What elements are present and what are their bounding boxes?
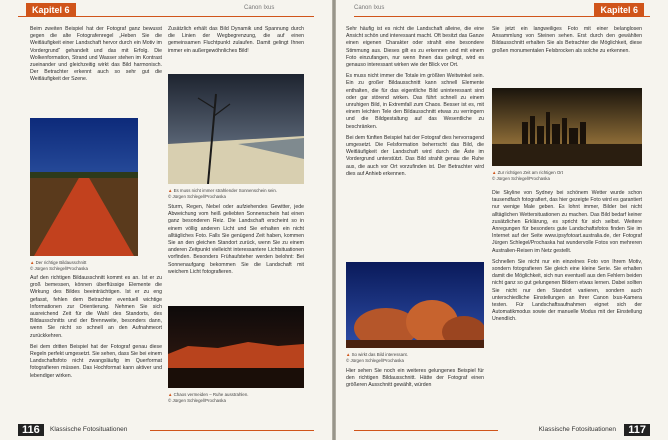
caption-rocks: ▲ So wirkt das Bild interessant. © Jürgen Schlegel/Prochaska bbox=[346, 352, 408, 363]
paragraph: Es muss nicht immer die Totale im größten Weitwinkel sein. Ein zu großer Bildausschnitt kann schnell Elemente enthalten, die für das eigentliche Bild uninteressant sind oder gar störend wirken. Das führt schnell zu einem unruhigen Bild, in Extremfall zum Chaos. Besser ist es, mit einem leichten Tele den Bildausschnitt etwas zu verringern und die Bildgestaltung auf das Wesentliche zu beschränken. bbox=[346, 73, 484, 130]
page-number: 116 bbox=[18, 424, 44, 436]
paragraph: Bei dem dritten Beispiel hat der Fotograf genau diese Regeln perfekt umgesetzt. Sie sehen, dass Sie bei einem Landschaftsfoto nicht zwangsläufig im Querformat fotografieren müssen. Das Hochformat kann aktiver und lebendiger wirken. bbox=[30, 343, 162, 379]
page-header bbox=[0, 0, 332, 20]
paragraph: Auf den richtigen Bildausschnitt kommt es an. Ist er zu groß bemessen, können überflüssige Elemente die Wirkung des Bildes beeinträchtigen. Ist er zu eng gefasst, fehlen dem Betrachter eventuell wichtige Informationen zur Orientierung. Nehmen Sie sich ausreichend Zeit für die Wahl des Standorts, des Bildausschnitts und der Brennweite, besonders dann, wenn Sie nicht so schnell an den Aufnahmeort zurückkehren. bbox=[30, 275, 162, 339]
photo-sydney-skyline bbox=[492, 88, 642, 166]
text-column-1b bbox=[30, 275, 162, 384]
photo-red-road bbox=[30, 118, 138, 256]
paragraph: Zusätzlich erhält das Bild Dynamik und Spannung durch die Linien der Wegbegrenzung, die auf einen gemeinsamen Fluchtpunkt zulaufen. Damit gelingt Ihnen immer ein außergewöhnliches Bild! bbox=[168, 26, 304, 54]
right-page bbox=[336, 0, 668, 440]
caption-canyon: ▲ Chaos vermeiden – Ruhe ausstrahlen. © Jürgen Schlegel/Prochaska bbox=[168, 392, 249, 403]
footer-title: Klassische Fotosituationen bbox=[50, 426, 128, 433]
text-column-2b bbox=[168, 204, 304, 280]
text-column-1b bbox=[346, 368, 484, 394]
paragraph: Hier sehen Sie noch ein weiteres gelungenes Beispiel für den richtigen Bildausschnitt. Hätte der Fotograf einen größeren Ausschnitt gewählt, würden bbox=[346, 368, 484, 389]
text-column-1 bbox=[346, 26, 484, 182]
running-head: Canon Ixus bbox=[244, 5, 275, 11]
page-footer bbox=[336, 424, 668, 436]
text-column-2 bbox=[492, 26, 642, 59]
page-number: 117 bbox=[624, 424, 650, 436]
chapter-label: Kapitel 6 bbox=[594, 3, 644, 17]
caption-beach: ▲ Es muss nicht immer strahlender Sonnenschein sein. © Jürgen Schlegel/Prochaska bbox=[168, 188, 278, 199]
photo-red-canyon bbox=[168, 306, 304, 388]
text-column-2b bbox=[492, 190, 642, 328]
left-page bbox=[0, 0, 332, 440]
paragraph: Schnellen Sie nicht nur ein einzelnes Foto von Ihrem Motiv, sondern fotografieren Sie gleich eine kleine Serie. Sie erhalten damit die Möglichkeit, sich nun eventuell aus den Fehlern beiden nicht ganz so gut gelungenen Bildern etwas lernen. Dabei sollten Sie nicht nur den Standort variieren, sondern auch unterschiedliche Einstellungen an Ihrer Canon Ixus-Kamera testen. Für Landschaftsaufnahmen eignet sich der Automatikmodus sowie der manuelle Modus mit der Einstellung Unendlich. bbox=[492, 258, 642, 323]
text-column-2 bbox=[168, 26, 304, 59]
paragraph: Beim zweiten Beispiel hat der Fotograf ganz bewusst gegen die alte Fotografenregel „Heben Sie die Weitläufigkeit einer Landschaft hervor durch ein Motiv im Vordergrund“ gehandelt und das mit Erfolg. Die Wolkenformation, Strand und Wasser stehen im Kontrast zueinander und gleichzeitig wirkt das Bild harmonisch. Der Betrachter erkennt auch so sehr gut die Weitläufigkeit der Szene. bbox=[30, 26, 162, 83]
footer-title: Klassische Fotosituationen bbox=[538, 426, 616, 433]
text-column-1 bbox=[30, 26, 162, 88]
caption-road: ▲ Der richtige Bildausschnitt © Jürgen Schlegel/Prochaska bbox=[30, 260, 88, 271]
footer-rule bbox=[150, 430, 314, 431]
footer-rule bbox=[354, 430, 498, 431]
photo-stormy-beach bbox=[168, 74, 304, 184]
running-head: Canon Ixus bbox=[354, 5, 385, 11]
paragraph: Sturm, Regen, Nebel oder aufziehendes Gewitter, jede Abweichung vom heiß geliebten Sonnenschein hat einen ganz besonderen Reiz. Die Landschaft erscheint so in einem völlig anderen Licht und Sie erhalten ein nicht alltägliches Foto. Falls Sie genügend Zeit haben, kommen Sie an den gleichen Standort zurück, wenn Sie zu einem anderen Zeitpunkt vielleicht interessantere Lichtsituationen vorfinden. Besonders Frühaufsteher werden belohnt: Bei Sonnenaufgang bekommen Sie die Landschaft mit weichem Licht fotografieren. bbox=[168, 204, 304, 275]
paragraph: Sehr häufig ist es nicht die Landschaft alleine, die eine Ansicht schön und interessant macht. Oft besitzt das Ganze einen eigenen Charakter oder strahlt eine besondere Stimmung aus. Dieses gilt es zu erkennen und mit einem Foto einzufangen, nur wenn Ihnen das gelingt, wird es genauso interessant wirken wie der Blick vor Ort. bbox=[346, 26, 484, 69]
page-header bbox=[336, 0, 668, 20]
chapter-label: Kapitel 6 bbox=[26, 3, 76, 17]
paragraph: Bei dem fünften Beispiel hat der Fotograf dies hervorragend umgesetzt. Die Felsformation beherrscht das Bild, die Weitläufigkeit der Landschaft wird durch die Äste im Vordergrund unterstützt. Das Bild strahlt genau die Ruhe aus, die auch vor Ort vorzufinden ist. Der Betrachter wird dies auf Anhieb erkennen. bbox=[346, 134, 484, 177]
paragraph: Die Skyline von Sydney bei schönem Wetter wurde schon tausendfach fotografiert, das hier gezeigte Foto wird es garantiert nur wenige Male geben. Es lohnt immer, Bilder bei nicht alltäglichen Wettersituationen zu machen. Das Bild bedarf keiner zusätzlichen Erklärung, es spricht für sich selbst. Weitere Anregungen für besonders gute Landschaftsfotos finden Sie im Internet auf der Seite www.ipsyfotoart.australia.de, der Fotograf Jürgen Schlegel/Prochaska hat wundervolle Fotos von mehreren Australien-Reisen im Netz gestellt. bbox=[492, 190, 642, 254]
header-rule bbox=[18, 16, 314, 17]
paragraph: Sie jetzt ein langweiliges Foto mit einer belanglosen Ansammlung von Steinen sehen. Erst durch den gewählten Bildausschnitt erhalten Sie als Betrachter die Möglichkeit, diese großen monumentalen Felsbrocken als solche zu erkennen. bbox=[492, 26, 642, 54]
header-rule bbox=[354, 16, 650, 17]
page-footer bbox=[0, 424, 332, 436]
photo-rock-formation bbox=[346, 262, 484, 348]
caption-skyline: ▲ Zur richtigen Zeit am richtigen Ort © Jürgen Schlegel/Prochaska bbox=[492, 170, 563, 181]
